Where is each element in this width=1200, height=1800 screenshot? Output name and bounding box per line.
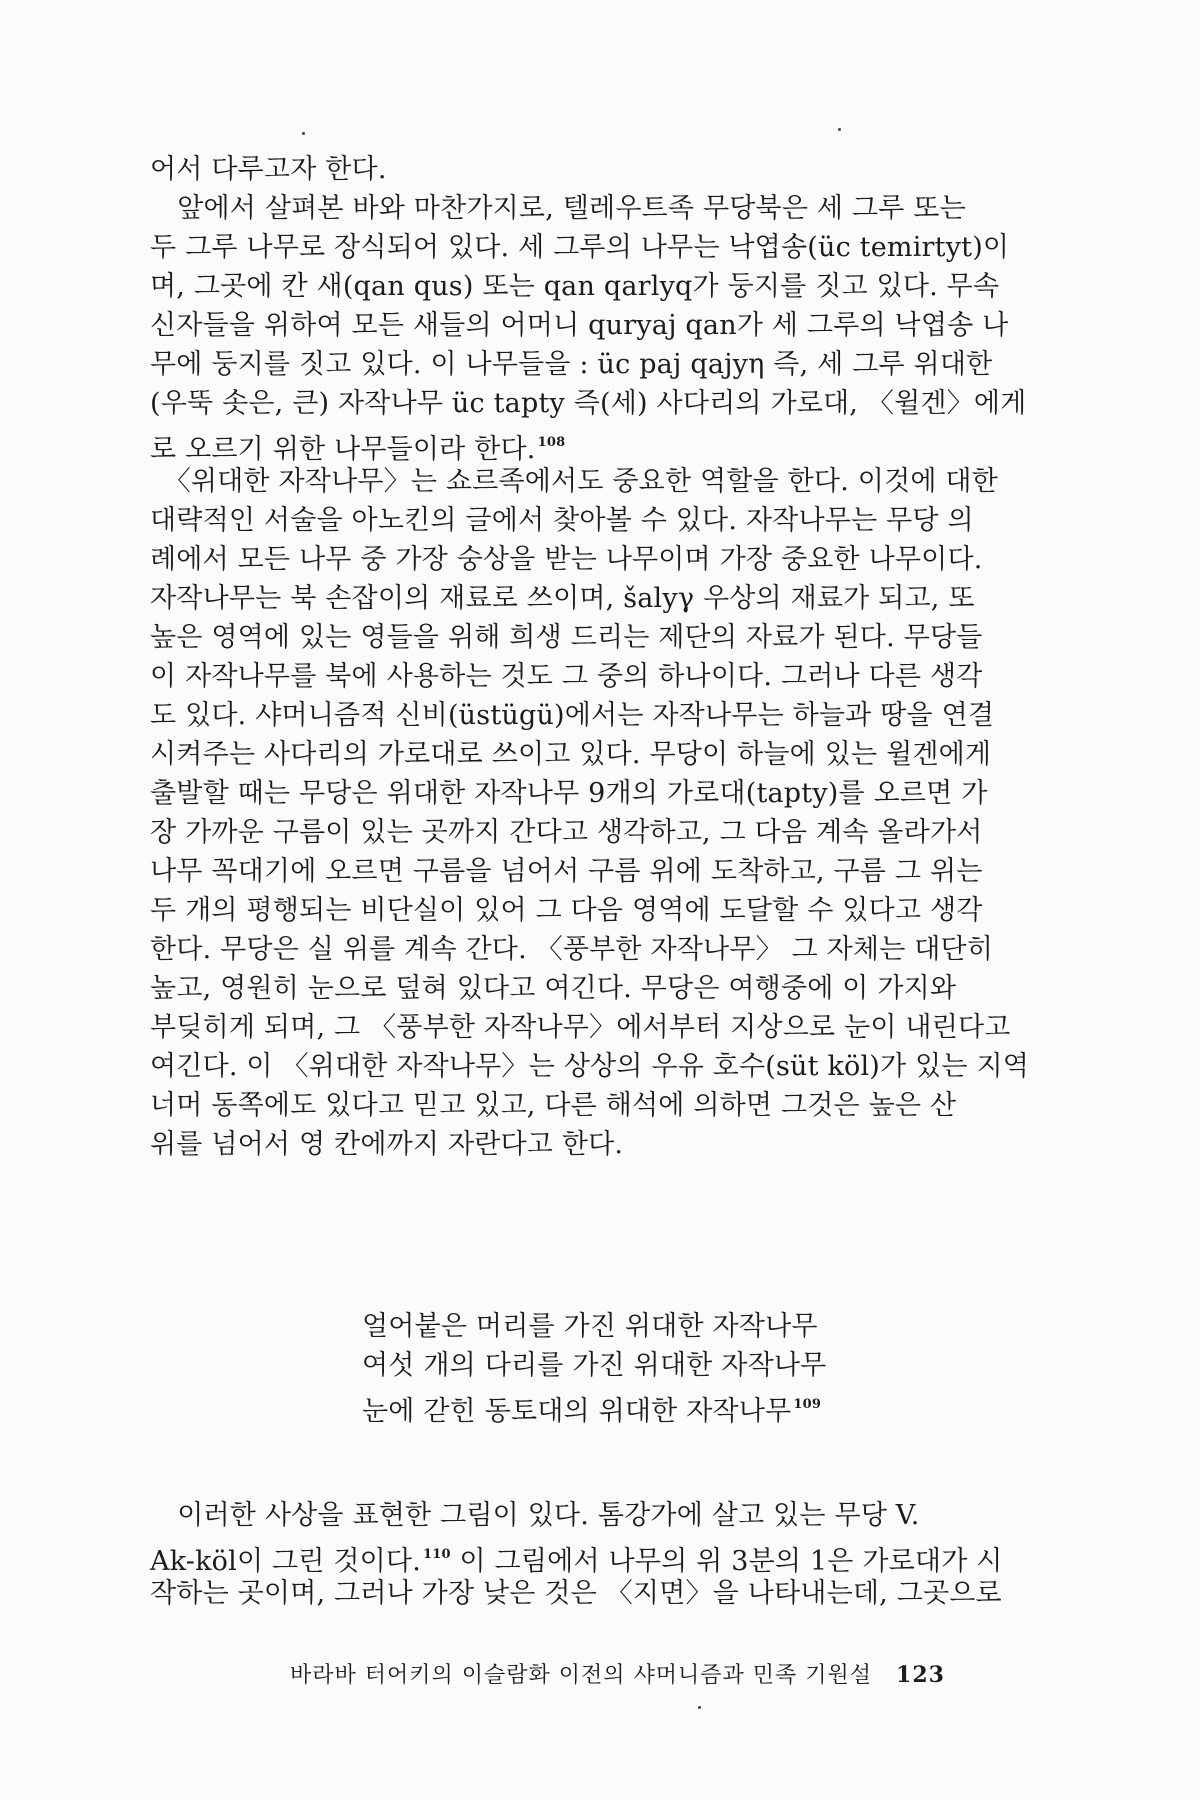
text-line: 너머 동쪽에도 있다고 믿고 있고, 다른 해석에 의하면 그것은 높은 산 <box>150 1090 957 1121</box>
text-line: 이러한 사상을 표현한 그림이 있다. 톰강가에 살고 있는 무당 V. <box>150 1500 920 1531</box>
text-line: 높은 영역에 있는 영들을 위해 희생 드리는 제단의 자료가 된다. 무당들 <box>150 622 983 653</box>
verse-line: 얼어붙은 머리를 가진 위대한 자작나무 <box>362 1311 818 1342</box>
text-segment: Ak-köl이 그린 것이다. <box>150 1546 421 1577</box>
text-line: 여긴다. 이 〈위대한 자작나무〉는 상상의 우유 호수(süt köl)가 있는 지역 <box>150 1051 1030 1082</box>
text-line: 도 있다. 샤머니즘적 신비(üstügü)에서는 자작나무는 하늘과 땅을 연결 <box>150 700 995 731</box>
text-line: 대략적인 서술을 아노킨의 글에서 찾아볼 수 있다. 자작나무는 무당 의 <box>150 505 974 536</box>
text-line: 시켜주는 사다리의 가로대로 쓰이고 있다. 무당이 하늘에 있는 윌겐에게 <box>150 739 992 770</box>
text-line: 한다. 무당은 실 위를 계속 간다. 〈풍부한 자작나무〉 그 자체는 대단히 <box>150 934 994 965</box>
text-line: 두 그루 나무로 장식되어 있다. 세 그루의 나무는 낙엽송(üc temirtyt)이 <box>150 232 1010 263</box>
text-line: 장 가까운 구름이 있는 곳까지 간다고 생각하고, 그 다음 계속 올라가서 <box>150 817 983 848</box>
text-segment: 눈에 갇힌 동토대의 위대한 자작나무 <box>362 1396 792 1427</box>
text-line: 례에서 모든 나무 중 가장 숭상을 받는 나무이며 가장 중요한 나무이다. <box>150 544 983 575</box>
closing-paragraph <box>150 1496 1050 1613</box>
page-footer <box>290 1658 1050 1689</box>
verse-block <box>362 1307 827 1427</box>
verse-line: 여섯 개의 다리를 가진 위대한 자작나무 <box>362 1350 827 1381</box>
speck <box>698 1706 701 1709</box>
footnote-ref-110: 110 <box>423 1547 451 1562</box>
text-line: 높고, 영원히 눈으로 덮혀 있다고 여긴다. 무당은 여행중에 이 가지와 <box>150 973 957 1004</box>
main-paragraphs <box>150 150 1050 1164</box>
footnote-ref-109: 109 <box>793 1397 822 1412</box>
text-line <box>150 1535 1050 1577</box>
text-line: 자작나무는 북 손잡이의 재료로 쓰이며, šalyγ 우상의 재료가 되고, 또 <box>150 583 975 614</box>
text-line: 작하는 곳이며, 그러나 가장 낮은 것은 〈지면〉을 나타내는데, 그곳으로 <box>150 1578 1002 1609</box>
text-line: 위를 넘어서 영 칸에까지 자란다고 한다. <box>150 1129 624 1160</box>
text-line <box>150 423 1050 465</box>
text-line: 어서 다루고자 한다. <box>150 154 387 185</box>
text-line: 출발할 때는 무당은 위대한 자작나무 9개의 가로대(tapty)를 오르면 가 <box>150 778 988 809</box>
text-line: 무에 둥지를 짓고 있다. 이 나무들을 : üc paj qajyη 즉, 세 그루 위대한 <box>150 349 993 380</box>
text-line: 부딪히게 되며, 그 〈풍부한 자작나무〉에서부터 지상으로 눈이 내린다고 <box>150 1012 1011 1043</box>
page-number: 123 <box>896 1662 945 1688</box>
text-line: (우뚝 솟은, 큰) 자작나무 üc tapty 즉(세) 사다리의 가로대, 〈윌겐〉에게 <box>150 388 1027 419</box>
text-line: 신자들을 위하여 모든 새들의 어머니 quryaj qan가 세 그루의 낙엽송 나 <box>150 310 1009 341</box>
speck <box>302 132 305 135</box>
text-line: 며, 그곳에 칸 새(qan qus) 또는 qan qarlyq가 둥지를 짓고 있다. 무속 <box>150 271 1000 302</box>
text-line: 나무 꼭대기에 오르면 구름을 넘어서 구름 위에 도착하고, 구름 그 위는 <box>150 856 983 887</box>
text-segment: 이 그림에서 나무의 위 3분의 1은 가로대가 시 <box>450 1546 1003 1577</box>
speck <box>838 128 841 131</box>
text-line: 앞에서 살펴본 바와 마찬가지로, 텔레우트족 무당북은 세 그루 또는 <box>150 193 966 224</box>
running-title: 바라바 터어키의 이슬람화 이전의 샤머니즘과 민족 기원설 <box>290 1663 873 1688</box>
text-segment: 로 오르기 위한 나무들이라 한다. <box>150 434 536 465</box>
text-line: 〈위대한 자작나무〉는 쇼르족에서도 중요한 역할을 한다. 이것에 대한 <box>150 466 998 497</box>
footnote-ref-108: 108 <box>537 435 566 450</box>
text-line: 두 개의 평행되는 비단실이 있어 그 다음 영역에 도달할 수 있다고 생각 <box>150 895 983 926</box>
text-line: 이 자작나무를 북에 사용하는 것도 그 중의 하나이다. 그러나 다른 생각 <box>150 661 983 692</box>
verse-line <box>362 1385 826 1427</box>
